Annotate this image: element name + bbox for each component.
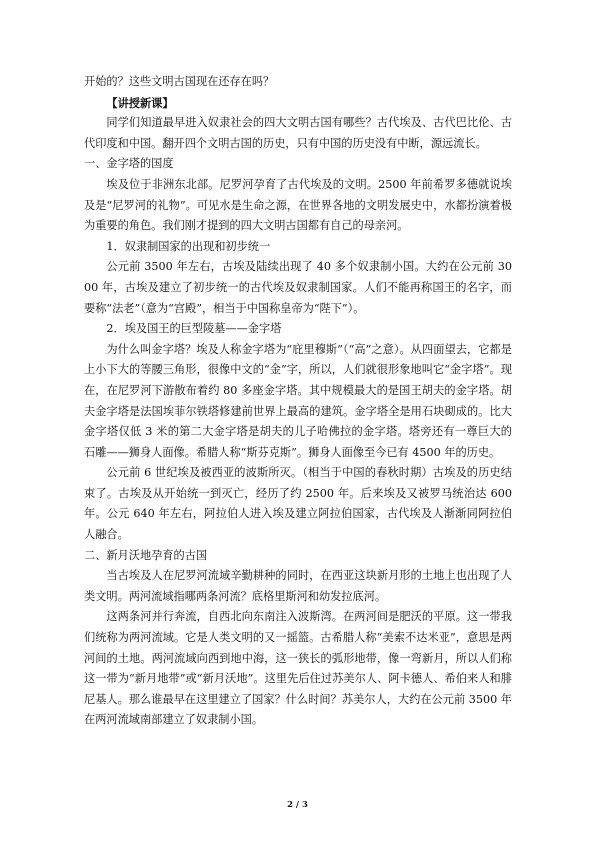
paragraph-egypt-fall: 公元前 6 世纪埃及被西亚的波斯所灭。（相当于中国的春秋时期）古埃及的历史结束了。古埃及从开始统一到灭亡，经历了约 2500 年。后来埃及又被罗马统治达 600 年。公元 640 年左右，阿拉伯人进入埃及建立阿拉伯国家，古代埃及人渐渐同阿拉伯人融合。 <box>84 466 512 542</box>
page-number: 2 / 3 <box>287 800 308 810</box>
paragraph-pharaoh: 公元前 3500 年左右，古埃及陆续出现了 40 多个奴隶制小国。大约在公元前 3000 年，古埃及建立了初步统一的古代埃及奴隶制国家。人们不能再称国王的名字，而要称“法老”（意为“宫殿”，相当于中国称皇帝为“陛下”）。 <box>84 260 512 315</box>
paragraph-mesopotamia: 这两条河并行奔流，自西北向东南注入波斯湾。在两河间是肥沃的平原。这一带我们统称为两河流域。它是人类文明的又一摇篮。古希腊人称“美索不达米亚”，意思是两河间的土地。两河流域向西到地中海，这一狭长的弧形地带，像一弯新月，所以人们称这一带为“新月地带”或“新月沃地”。这里先后住过苏美尔人、阿卡德人、希伯来人和腓尼基人。那么谁最早在这里建立了国家？什么时间？苏美尔人，大约在公元前 3500 年在两河流域南部建立了奴隶制小国。 <box>84 610 512 727</box>
heading-fertile-crescent: 二、新月沃地孕育的古国 <box>84 548 208 562</box>
document-body <box>84 72 512 731</box>
heading-pyramid-country: 一、金字塔的国度 <box>84 157 174 171</box>
paragraph-intro: 同学们知道最早进入奴隶社会的四大文明古国有哪些？古代埃及、古代巴比伦、古代印度和中国。翻开四个文明古国的历史，只有中国的历史没有中断，源远流长。 <box>84 116 512 150</box>
section-label-new-lesson: 【讲授新课】 <box>106 95 174 110</box>
subheading-pyramid: 2．埃及国王的巨型陵墓——金字塔 <box>106 322 282 336</box>
subheading-slave-state: 1．奴隶制国家的出现和初步统一 <box>106 239 271 253</box>
paragraph-continuation: 开始的？这些文明古国现在还存在吗？ <box>84 75 275 88</box>
paragraph-two-rivers: 当古埃及人在尼罗河流域辛勤耕种的同时，在西亚这块新月形的土地上也出现了人类文明。两河流域指哪两条河流？底格里斯河和幼发拉底河。 <box>84 569 512 603</box>
paragraph-egypt-nile: 埃及位于非洲东北部。尼罗河孕育了古代埃及的文明。2500 年前希罗多德就说埃及是“尼罗河的礼物”。可见水是生命之源，在世界各地的文明发展史中，水都扮演着极为重要的角色。我们刚才提到的四大文明古国都有自己的母亲河。 <box>84 177 512 233</box>
paragraph-pyramid: 为什么叫金字塔？埃及人称金字塔为“庇里穆斯”（“高”之意）。从四面望去，它都是上小下大的等腰三角形，很像中文的“金”字，所以，人们就很形象地叫它“金字塔”。现在，在尼罗河下游散布着约 80 多座金字塔。其中规模最大的是国王胡夫的金字塔。胡夫金字塔是法国埃菲尔铁塔修建前世界上最高的建筑。金字塔全是用石块砌成的。比大金字塔仅低 3 米的第二大金字塔是胡夫的儿子哈佛拉的金字塔。塔旁还有一尊巨大的石雕——狮身人面像。希腊人称“斯芬克斯”。狮身人面像至今已有 4500 年的历史。 <box>84 342 512 459</box>
